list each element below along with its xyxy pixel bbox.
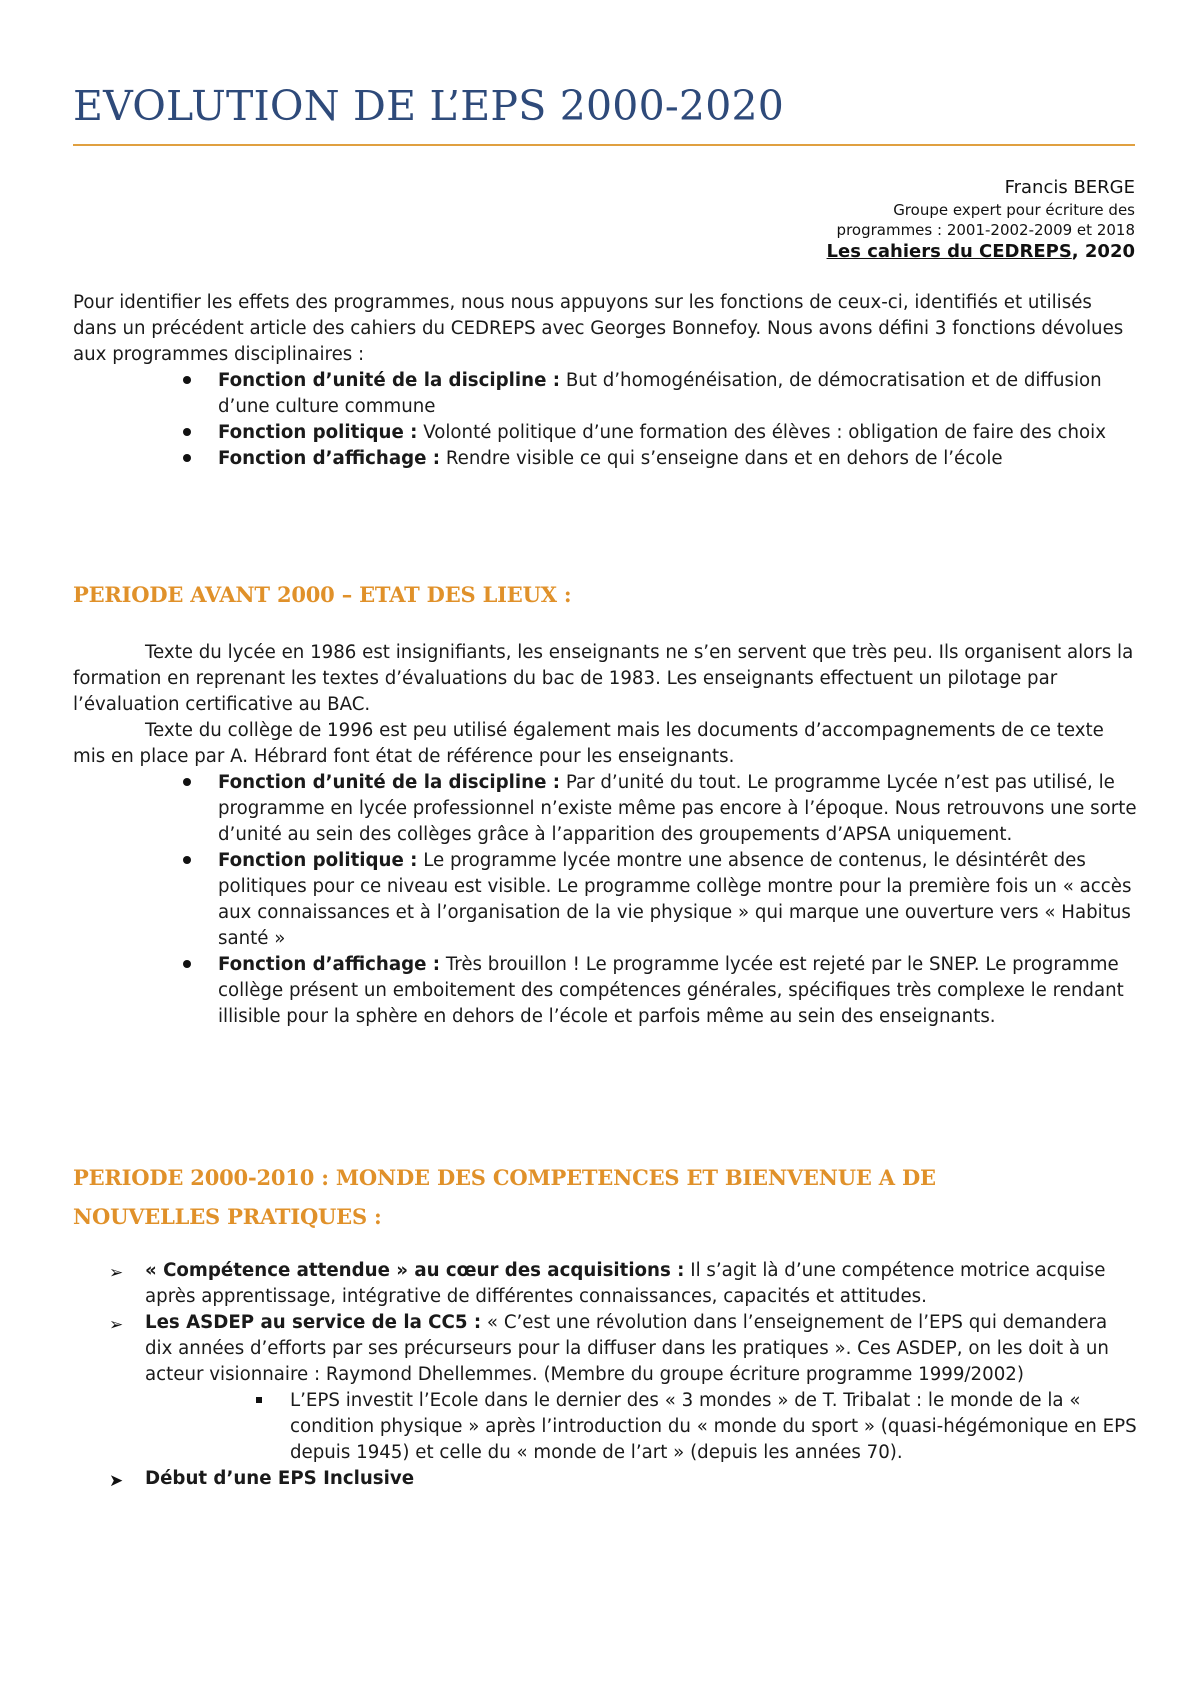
list-item [109,1258,1138,1310]
section-avant-2000-body [73,640,1138,1030]
section-heading-2000-2010 [73,1158,1138,1236]
section2-arrow-list [73,1258,1138,1492]
page-title: EVOLUTION DE L’EPS 2000-2020 [73,82,785,130]
arrow-bullet-icon: ➢ [109,1315,124,1335]
author-role-line1: Groupe expert pour écriture des [893,201,1135,219]
list-item [218,446,1138,472]
source-year: , 2020 [1071,241,1135,262]
section-2000-2010-body [73,1258,1138,1492]
intro-section [73,290,1138,472]
source-link[interactable]: Les cahiers du CEDREPS [826,241,1072,262]
list-item [218,952,1138,1030]
author-role-line2: programmes : 2001-2002-2009 et 2018 [836,221,1135,239]
section-heading-avant-2000: PERIODE AVANT 2000 – ETAT DES LIEUX : [73,582,572,607]
section1-paragraph1: Texte du lycée en 1986 est insignifiants, les enseignants ne s’en servent que très peu. Ils organisent alors la formation en reprenant les textes d’évaluations du bac de 1983. Les enseignants effectuent un pilotage par l’évaluation certificative au BAC. [73,642,1134,715]
section1-paragraph2: Texte du collège de 1996 est peu utilisé également mais les documents d’accompagnements de ce texte mis en place par A. Hébrard font état de référence pour les enseignants. [73,720,1104,767]
bullet-label: Fonction d’unité de la discipline : [218,772,561,793]
bullet-icon [183,960,191,968]
item-label: Début d’une EPS Inclusive [145,1468,415,1489]
bullet-label: Fonction d’affichage : [218,954,441,975]
author-block [827,176,1135,264]
sub-item-text: L’EPS investit l’Ecole dans le dernier des « 3 mondes » de T. Tribalat : le monde de la « condition physique » après l’introduction du « monde du sport » (quasi-hégémonique en EPS depuis 1945) et celle du « monde de l’art » (depuis les années 70). [290,1390,1137,1463]
bullet-text: But d’homogénéisation, de démocratisation et de diffusion d’une culture commune [218,370,1102,417]
author-name: Francis BERGE [1004,177,1135,198]
list-item [109,1466,1138,1492]
bullet-text: Volonté politique d’une formation des élèves : obligation de faire des choix [417,422,1106,443]
bullet-text: Le programme lycée montre une absence de contenus, le désintérêt des politiques pour ce niveau est visible. Le programme collège montre pour la première fois un « accès aux connaissances et à l’organisation de la vie physique » qui marque une ouverture vers « Habitus santé » [218,850,1132,949]
list-item [218,848,1138,952]
square-bullet-icon [256,1397,262,1403]
item-label: « Compétence attendue » au cœur des acquisitions : [145,1260,685,1281]
list-item [218,770,1138,848]
bullet-text: Très brouillon ! Le programme lycée est rejeté par le SNEP. Le programme collège présent un emboitement des compétences générales, spécifiques très complexe le rendant illisible pour la sphère en dehors de l’école et parfois même au sein des enseignants. [218,954,1124,1027]
arrow-bullet-icon: ➢ [109,1263,124,1283]
title-underline [73,144,1135,146]
bullet-icon [183,778,191,786]
bullet-label: Fonction politique : [218,422,418,443]
sub-list [145,1388,1138,1466]
arrow-bullet-icon: ➤ [109,1471,124,1491]
item-text: « C’est une révolution dans l’enseignement de l’EPS qui demandera dix années d’efforts par ses précurseurs pour la diffuser dans les pratiques ». Ces ASDEP, on les doit à un acteur visionnaire : Raymond Dhellemmes. (Membre du groupe écriture programme 1999/2002) [145,1312,1109,1385]
section2-heading-line1: PERIODE 2000-2010 : MONDE DES COMPETENCES ET BIENVENUE A DE [73,1165,936,1190]
bullet-icon [183,428,191,436]
bullet-icon [183,376,191,384]
bullet-text: Par d’unité du tout. Le programme Lycée n’est pas utilisé, le programme en lycée professionnel n’existe même pas encore à l’époque. Nous retrouvons une sorte d’unité au sein des collèges grâce à l’apparition des groupements d’APSA uniquement. [218,772,1137,845]
list-item [218,368,1138,420]
bullet-icon [183,454,191,462]
item-text: Il s’agit là d’une compétence motrice acquise après apprentissage, intégrative de différentes connaissances, capacités et attitudes. [145,1260,1106,1307]
bullet-label: Fonction d’unité de la discipline : [218,370,561,391]
item-label: Les ASDEP au service de la CC5 : [145,1312,482,1333]
bullet-text: Rendre visible ce qui s’enseigne dans et en dehors de l’école [440,448,1003,469]
section2-heading-line2: NOUVELLES PRATIQUES : [73,1204,382,1229]
list-item [109,1310,1138,1466]
intro-bullet-list [73,368,1138,472]
bullet-label: Fonction d’affichage : [218,448,441,469]
intro-paragraph: Pour identifier les effets des programmes, nous nous appuyons sur les fonctions de ceux-ci, identifiés et utilisés dans un précédent article des cahiers du CEDREPS avec Georges Bonnefoy. Nous avons défini 3 fonctions dévolues aux programmes disciplinaires : [73,292,1124,365]
bullet-icon [183,856,191,864]
section1-bullet-list [73,770,1138,1030]
sub-list-item [290,1388,1138,1466]
bullet-label: Fonction politique : [218,850,418,871]
author-source [827,240,1135,264]
list-item [218,420,1138,446]
